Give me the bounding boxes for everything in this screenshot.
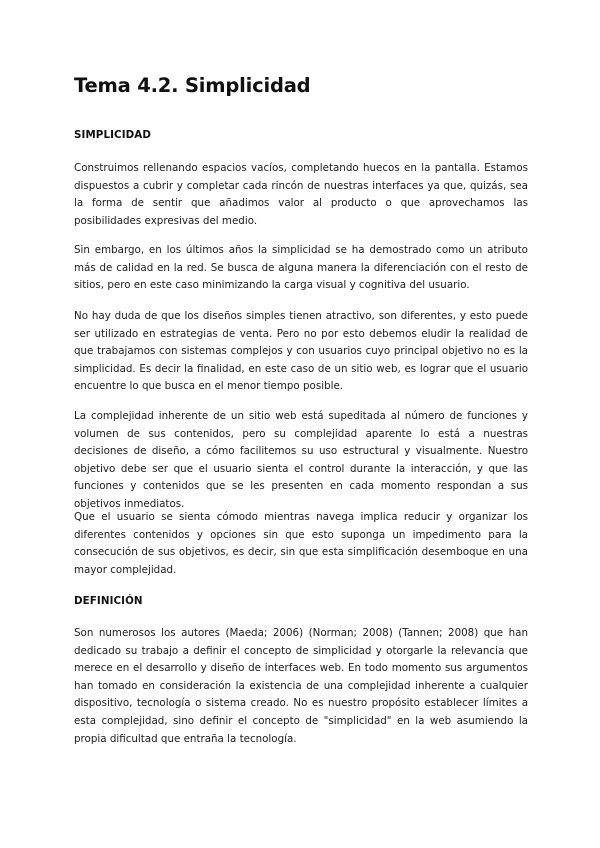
paragraph: Que el usuario se sienta cómodo mientras navega implica reducir y organizar los diferentes contenidos y opciones sin que esto suponga un impedimento para la consecución de sus objetivos, es decir, sin que esta simplificación desemboque en una mayor complejidad. <box>74 511 528 576</box>
paragraph: La complejidad inherente de un sitio web está supeditada al número de funciones y volumen de sus contenidos, pero su complejidad aparente lo está a nuestras decisiones de diseño, a cómo facilitemos su uso estructural y visualmente. Nuestro objetivo debe ser que el usuario sienta el control durante la interacción, y que las funciones y contenidos que se les presenten en cada momento respondan a sus objetivos inmediatos. <box>74 410 528 510</box>
paragraph: Sin embargo, en los últimos años la simplicidad se ha demostrado como un atributo más de calidad en la red. Se busca de alguna manera la diferenciación con el resto de sitios, pero en este caso minimizando la carga visual y cognitiva del usuario. <box>74 244 528 292</box>
section-heading-definicion: DEFINICIÓN <box>74 595 143 607</box>
paragraph: Son numerosos los autores (Maeda; 2006) (Norman; 2008) (Tannen; 2008) que han dedicado su trabajo a definir el concepto de simplicidad y otorgarle la relevancia que merece en el desarrollo y diseño de interfaces web. En todo momento sus argumentos han tomado en consideración la existencia de una complejidad inherente a cualquier dispositivo, tecnología o sistema creado. No es nuestro propósito establecer límites a esta complejidad, sino definir el concepto de "simplicidad" en la web asumiendo la propia dificultad que entraña la tecnología. <box>74 627 528 745</box>
page-title: Tema 4.2. Simplicidad <box>74 74 311 97</box>
section-heading-simplicidad: SIMPLICIDAD <box>74 129 151 141</box>
paragraph: No hay duda de que los diseños simples tienen atractivo, son diferentes, y esto puede ser utilizado en estrategias de venta. Pero no por esto debemos eludir la realidad de que trabajamos con sistemas complejos y con usuarios cuyo principal objetivo no es la simplicidad. Es decir la finalidad, en este caso de un sitio web, es lograr que el usuario encuentre lo que busca en el menor tiempo posible. <box>74 310 528 393</box>
paragraph: Construimos rellenando espacios vacíos, completando huecos en la pantalla. Estamos dispuestos a cubrir y completar cada rincón de nuestras interfaces ya que, quizás, sea la forma de sentir que añadimos valor al producto o que aprovechamos las posibilidades expresivas del medio. <box>74 162 528 227</box>
